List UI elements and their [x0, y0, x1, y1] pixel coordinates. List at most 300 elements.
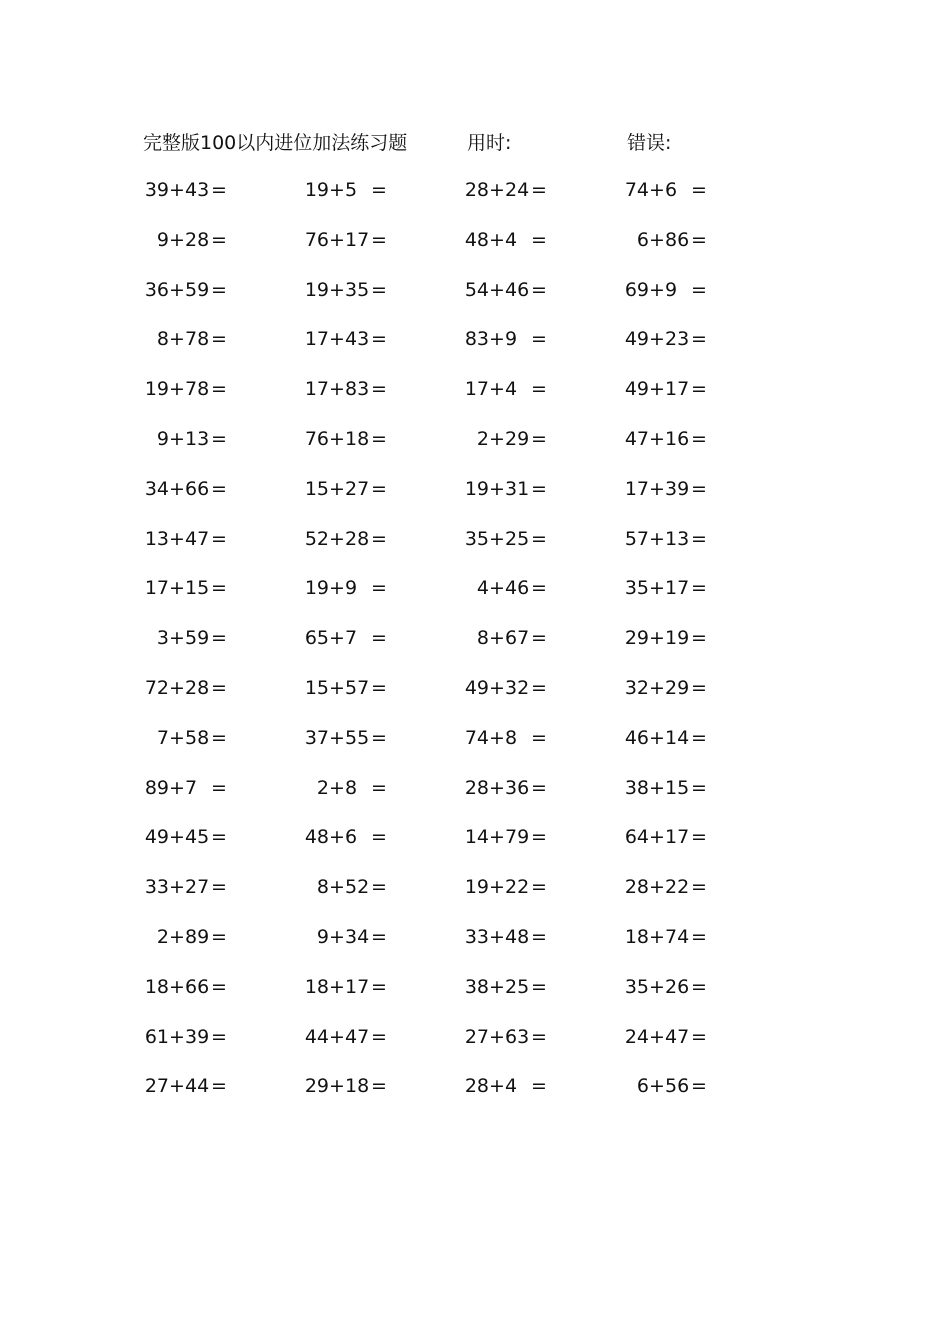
addition-problem: [143, 723, 225, 753]
addend-first: 52: [304, 527, 329, 550]
addend-second: 59: [185, 278, 210, 301]
addend-first: 49: [144, 826, 169, 849]
addition-problem: [623, 723, 705, 753]
addition-problem: [143, 324, 225, 354]
addend-first: 13: [144, 527, 169, 550]
equals-sign: =: [691, 726, 707, 749]
addend-second: 15: [665, 776, 690, 799]
addend-first: 3: [156, 627, 169, 650]
equals-sign: =: [691, 228, 707, 251]
addend-first: 18: [144, 975, 169, 998]
plus-sign: +: [649, 228, 665, 251]
addend-first: 76: [304, 228, 329, 251]
addend-second: 56: [665, 1075, 690, 1098]
equals-sign: =: [531, 477, 547, 500]
addend-first: 19: [304, 179, 329, 201]
addition-problem: [303, 872, 385, 902]
plus-sign: +: [329, 677, 345, 699]
addition-problem: [303, 822, 385, 852]
addend-second: 15: [185, 577, 210, 600]
addend-second: 43: [185, 179, 210, 201]
addend-second: 46: [505, 577, 530, 600]
addend-second: 45: [185, 826, 210, 849]
addend-first: 17: [304, 378, 329, 401]
addition-problem: [623, 822, 705, 852]
addend-second: 36: [505, 776, 530, 799]
addition-problem: [623, 524, 705, 554]
plus-sign: +: [329, 975, 345, 998]
addition-problem: [463, 922, 545, 952]
addend-second: 44: [185, 1075, 210, 1098]
addition-problem: [303, 324, 385, 354]
plus-sign: +: [489, 1075, 505, 1098]
plus-sign: +: [329, 428, 345, 450]
addend-first: 38: [624, 776, 649, 799]
addition-problem: [143, 922, 225, 952]
plus-sign: +: [169, 278, 185, 301]
addend-first: 32: [624, 677, 649, 699]
addend-second: 66: [185, 477, 210, 500]
addend-first: 35: [464, 527, 489, 550]
addition-problem: [303, 623, 385, 653]
addition-problem: [303, 424, 385, 454]
addend-first: 35: [624, 577, 649, 600]
addend-second: 59: [185, 627, 210, 650]
addend-second: 17: [665, 577, 690, 600]
addend-second: 29: [665, 677, 690, 699]
addend-second: 6: [345, 826, 358, 849]
addend-first: 48: [464, 228, 489, 251]
plus-sign: +: [169, 1025, 185, 1048]
plus-sign: +: [489, 527, 505, 550]
addition-problem: [143, 773, 225, 803]
addition-problem: [463, 822, 545, 852]
plus-sign: +: [169, 776, 185, 799]
addend-second: 7: [185, 776, 198, 799]
addend-first: 29: [304, 1075, 329, 1098]
addition-problem: [143, 1022, 225, 1052]
addend-second: 28: [185, 677, 210, 699]
addend-second: 28: [345, 527, 370, 550]
plus-sign: +: [489, 278, 505, 301]
addend-second: 58: [185, 726, 210, 749]
addition-problem: [303, 524, 385, 554]
addition-problem: [463, 773, 545, 803]
addend-first: 2: [476, 428, 489, 450]
addition-problem: [623, 573, 705, 603]
addend-second: 66: [185, 975, 210, 998]
equals-sign: =: [531, 228, 547, 251]
plus-sign: +: [489, 975, 505, 998]
plus-sign: +: [329, 1075, 345, 1098]
addend-first: 46: [624, 726, 649, 749]
plus-sign: +: [329, 378, 345, 401]
addend-first: 9: [316, 926, 329, 948]
addend-first: 89: [144, 776, 169, 799]
equals-sign: =: [691, 527, 707, 550]
equals-sign: =: [211, 278, 227, 301]
addition-problem: [463, 972, 545, 1002]
addend-second: 7: [345, 627, 358, 650]
equals-sign: =: [691, 975, 707, 998]
plus-sign: +: [649, 975, 665, 998]
addend-first: 8: [316, 876, 329, 899]
addend-second: 18: [345, 1075, 370, 1098]
equals-sign: =: [211, 975, 227, 998]
addition-problem: [623, 922, 705, 952]
equals-sign: =: [211, 378, 227, 401]
addend-second: 78: [185, 328, 210, 351]
errors-label: 错误:: [627, 132, 672, 154]
addend-second: 18: [345, 428, 370, 450]
addend-second: 8: [505, 726, 518, 749]
plus-sign: +: [649, 826, 665, 849]
addition-problem: [463, 524, 545, 554]
equals-sign: =: [531, 677, 547, 699]
addition-problem: [623, 773, 705, 803]
addend-second: 14: [665, 726, 690, 749]
addend-first: 14: [464, 826, 489, 849]
equals-sign: =: [371, 1075, 387, 1098]
plus-sign: +: [649, 477, 665, 500]
addend-second: 35: [345, 278, 370, 301]
equals-sign: =: [211, 627, 227, 650]
plus-sign: +: [489, 776, 505, 799]
addition-problem: [143, 573, 225, 603]
addition-problem: [303, 474, 385, 504]
equals-sign: =: [371, 677, 387, 699]
addend-first: 47: [624, 428, 649, 450]
equals-sign: =: [531, 577, 547, 600]
addend-first: 27: [144, 1075, 169, 1098]
equals-sign: =: [531, 876, 547, 899]
addend-first: 44: [304, 1025, 329, 1048]
equals-sign: =: [211, 876, 227, 899]
plus-sign: +: [329, 577, 345, 600]
addend-first: 7: [156, 726, 169, 749]
equals-sign: =: [371, 876, 387, 899]
addend-first: 19: [464, 477, 489, 500]
addend-second: 39: [665, 477, 690, 500]
addition-problem: [303, 573, 385, 603]
plus-sign: +: [649, 1075, 665, 1098]
addend-first: 9: [156, 228, 169, 251]
equals-sign: =: [211, 527, 227, 550]
addition-problem: [143, 822, 225, 852]
addition-problem: [143, 1071, 225, 1101]
addend-second: 39: [185, 1025, 210, 1048]
addition-problem: [303, 374, 385, 404]
addition-problem: [623, 972, 705, 1002]
addend-second: 31: [505, 477, 530, 500]
addend-second: 17: [345, 228, 370, 251]
addend-second: 27: [345, 477, 370, 500]
addend-second: 47: [345, 1025, 370, 1048]
addend-second: 34: [345, 926, 370, 948]
addend-first: 28: [464, 1075, 489, 1098]
equals-sign: =: [691, 477, 707, 500]
plus-sign: +: [329, 776, 345, 799]
equals-sign: =: [211, 926, 227, 948]
addend-first: 18: [304, 975, 329, 998]
equals-sign: =: [211, 776, 227, 799]
addend-second: 47: [185, 527, 210, 550]
equals-sign: =: [531, 1075, 547, 1098]
addend-first: 18: [624, 926, 649, 948]
addend-second: 22: [665, 876, 690, 899]
plus-sign: +: [649, 428, 665, 450]
addend-second: 67: [505, 627, 530, 650]
addend-first: 27: [464, 1025, 489, 1048]
addend-first: 69: [624, 278, 649, 301]
addend-second: 78: [185, 378, 210, 401]
addend-first: 76: [304, 428, 329, 450]
equals-sign: =: [531, 726, 547, 749]
plus-sign: +: [169, 428, 185, 450]
plus-sign: +: [649, 776, 665, 799]
equals-sign: =: [371, 428, 387, 450]
addition-problem: [623, 673, 705, 703]
plus-sign: +: [329, 926, 345, 948]
plus-sign: +: [329, 527, 345, 550]
addition-problem: [303, 922, 385, 952]
addend-first: 29: [624, 627, 649, 650]
plus-sign: +: [649, 278, 665, 301]
plus-sign: +: [489, 179, 505, 201]
equals-sign: =: [371, 378, 387, 401]
addition-problem: [143, 673, 225, 703]
addend-second: 32: [505, 677, 530, 699]
addend-second: 55: [345, 726, 370, 749]
plus-sign: +: [169, 975, 185, 998]
addition-problem: [303, 225, 385, 255]
addition-problem: [303, 773, 385, 803]
addend-first: 9: [156, 428, 169, 450]
addend-first: 4: [476, 577, 489, 600]
addend-first: 33: [464, 926, 489, 948]
addend-first: 6: [636, 228, 649, 251]
addend-first: 17: [624, 477, 649, 500]
plus-sign: +: [649, 378, 665, 401]
plus-sign: +: [649, 527, 665, 550]
addend-second: 9: [505, 328, 518, 351]
equals-sign: =: [691, 677, 707, 699]
equals-sign: =: [531, 975, 547, 998]
addition-problem: [463, 324, 545, 354]
plus-sign: +: [329, 278, 345, 301]
addend-first: 24: [624, 1025, 649, 1048]
equals-sign: =: [531, 328, 547, 351]
addend-first: 19: [464, 876, 489, 899]
equals-sign: =: [531, 776, 547, 799]
plus-sign: +: [489, 428, 505, 450]
addend-second: 24: [505, 179, 530, 201]
addend-first: 54: [464, 278, 489, 301]
plus-sign: +: [649, 677, 665, 699]
plus-sign: +: [489, 378, 505, 401]
plus-sign: +: [489, 477, 505, 500]
plus-sign: +: [329, 1025, 345, 1048]
addition-problem: [143, 524, 225, 554]
addend-first: 37: [304, 726, 329, 749]
plus-sign: +: [169, 826, 185, 849]
addend-first: 28: [464, 179, 489, 201]
equals-sign: =: [531, 378, 547, 401]
equals-sign: =: [691, 378, 707, 401]
plus-sign: +: [329, 477, 345, 500]
equals-sign: =: [371, 776, 387, 799]
addend-second: 9: [345, 577, 358, 600]
addend-second: 79: [505, 826, 530, 849]
equals-sign: =: [531, 627, 547, 650]
addition-problem: [303, 1022, 385, 1052]
plus-sign: +: [489, 1025, 505, 1048]
equals-sign: =: [211, 826, 227, 849]
equals-sign: =: [371, 726, 387, 749]
plus-sign: +: [329, 179, 345, 201]
addition-problem: [463, 424, 545, 454]
addition-problem: [623, 374, 705, 404]
addend-second: 25: [505, 527, 530, 550]
plus-sign: +: [489, 677, 505, 699]
addition-problem: [463, 474, 545, 504]
addend-first: 49: [624, 328, 649, 351]
equals-sign: =: [211, 1075, 227, 1098]
addend-first: 28: [624, 876, 649, 899]
plus-sign: +: [169, 179, 185, 201]
addend-second: 4: [505, 1075, 518, 1098]
equals-sign: =: [211, 726, 227, 749]
addition-problem: [143, 972, 225, 1002]
equals-sign: =: [531, 527, 547, 550]
addend-second: 17: [345, 975, 370, 998]
plus-sign: +: [649, 1025, 665, 1048]
addition-problem: [623, 474, 705, 504]
plus-sign: +: [169, 577, 185, 600]
equals-sign: =: [531, 179, 547, 201]
equals-sign: =: [371, 975, 387, 998]
addition-problem: [303, 972, 385, 1002]
addend-first: 74: [464, 726, 489, 749]
plus-sign: +: [169, 726, 185, 749]
addend-second: 17: [665, 826, 690, 849]
addend-first: 15: [304, 677, 329, 699]
plus-sign: +: [329, 228, 345, 251]
plus-sign: +: [329, 826, 345, 849]
addend-first: 61: [144, 1025, 169, 1048]
addend-first: 57: [624, 527, 649, 550]
addition-problem: [623, 275, 705, 305]
addend-first: 8: [156, 328, 169, 351]
equals-sign: =: [211, 228, 227, 251]
addition-problem: [463, 573, 545, 603]
addend-first: 34: [144, 477, 169, 500]
addition-problem: [463, 872, 545, 902]
addend-second: 23: [665, 328, 690, 351]
plus-sign: +: [329, 726, 345, 749]
addition-problem: [143, 424, 225, 454]
addend-first: 48: [304, 826, 329, 849]
equals-sign: =: [371, 278, 387, 301]
equals-sign: =: [211, 1025, 227, 1048]
addend-second: 4: [505, 378, 518, 401]
plus-sign: +: [489, 228, 505, 251]
addition-problem: [623, 324, 705, 354]
equals-sign: =: [371, 1025, 387, 1048]
plus-sign: +: [169, 328, 185, 351]
plus-sign: +: [169, 477, 185, 500]
addition-problem: [623, 1071, 705, 1101]
equals-sign: =: [691, 926, 707, 948]
plus-sign: +: [489, 926, 505, 948]
addend-second: 9: [665, 278, 678, 301]
equals-sign: =: [531, 826, 547, 849]
plus-sign: +: [649, 328, 665, 351]
addend-first: 6: [636, 1075, 649, 1098]
addend-first: 2: [316, 776, 329, 799]
addend-second: 57: [345, 677, 370, 699]
addend-second: 83: [345, 378, 370, 401]
worksheet-title: 完整版100以内进位加法练习题: [143, 132, 408, 154]
addend-first: 49: [624, 378, 649, 401]
addition-problem: [303, 1071, 385, 1101]
addend-first: 19: [144, 378, 169, 401]
addend-first: 65: [304, 627, 329, 650]
addend-first: 17: [144, 577, 169, 600]
plus-sign: +: [169, 228, 185, 251]
plus-sign: +: [489, 577, 505, 600]
addend-second: 29: [505, 428, 530, 450]
addend-second: 46: [505, 278, 530, 301]
equals-sign: =: [211, 428, 227, 450]
addition-problem: [303, 175, 385, 205]
plus-sign: +: [169, 378, 185, 401]
addition-problem: [143, 872, 225, 902]
equals-sign: =: [691, 826, 707, 849]
equals-sign: =: [691, 1075, 707, 1098]
addition-problem: [463, 275, 545, 305]
addition-problem: [143, 275, 225, 305]
addition-problem: [303, 673, 385, 703]
equals-sign: =: [371, 926, 387, 948]
equals-sign: =: [691, 627, 707, 650]
equals-sign: =: [371, 826, 387, 849]
equals-sign: =: [691, 776, 707, 799]
addition-problem: [463, 723, 545, 753]
addend-second: 52: [345, 876, 370, 899]
addend-first: 33: [144, 876, 169, 899]
equals-sign: =: [691, 876, 707, 899]
addition-problem: [143, 374, 225, 404]
addition-problem: [463, 673, 545, 703]
addend-second: 26: [665, 975, 690, 998]
addend-second: 28: [185, 228, 210, 251]
addend-second: 25: [505, 975, 530, 998]
addition-problem: [623, 872, 705, 902]
addend-first: 35: [624, 975, 649, 998]
equals-sign: =: [371, 627, 387, 650]
plus-sign: +: [489, 726, 505, 749]
plus-sign: +: [169, 527, 185, 550]
equals-sign: =: [211, 577, 227, 600]
plus-sign: +: [649, 627, 665, 650]
addend-first: 36: [144, 278, 169, 301]
addend-second: 19: [665, 627, 690, 650]
addend-second: 27: [185, 876, 210, 899]
addition-problem: [623, 424, 705, 454]
addend-second: 47: [665, 1025, 690, 1048]
equals-sign: =: [691, 278, 707, 301]
